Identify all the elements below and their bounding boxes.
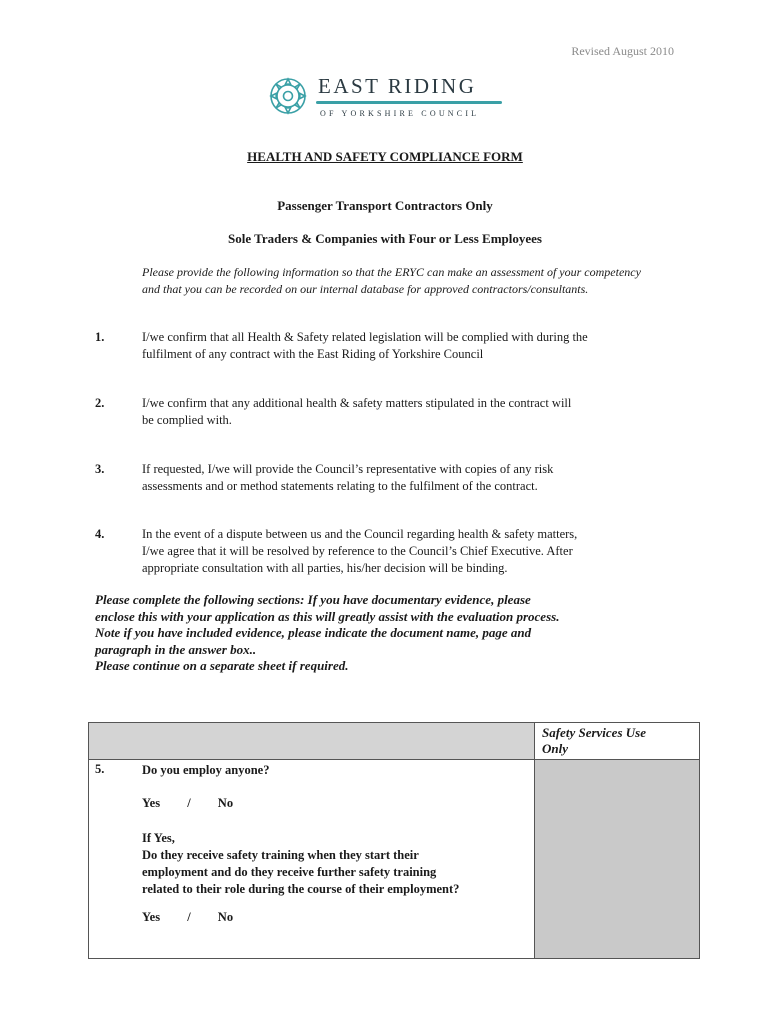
yes-option[interactable]: Yes	[142, 796, 161, 810]
item-line: In the event of a dispute between us and the Council regarding health & safety matters,	[142, 527, 578, 541]
question-number: 5.	[95, 762, 105, 776]
table-header-blank	[89, 723, 535, 760]
item-line: I/we confirm that any additional health & safety matters stipulated in the contract will	[142, 396, 572, 410]
no-option[interactable]: No	[217, 910, 234, 924]
item-line: assessments and or method statements relating to the fulfilment of the contract.	[142, 479, 538, 493]
yes-option[interactable]: Yes	[142, 910, 161, 924]
item-line: I/we agree that it will be resolved by reference to the Council’s Chief Executive. After	[142, 544, 573, 558]
table-row	[89, 760, 700, 959]
instruction-line: Please complete the following sections: If you have documentary evidence, please	[95, 592, 531, 607]
form-subtitle-contractors: Passenger Transport Contractors Only	[277, 198, 493, 213]
question-table	[88, 722, 700, 959]
item-line: be complied with.	[142, 413, 232, 427]
header-line: Safety Services Use	[542, 725, 646, 740]
item-text	[142, 329, 682, 363]
item-number: 1.	[95, 330, 105, 344]
form-subtitle-sole-traders: Sole Traders & Companies with Four or Less Employees	[228, 231, 542, 246]
item-line: I/we confirm that all Health & Safety related legislation will be complied with during the	[142, 330, 588, 344]
intro-line: and that you can be recorded on our internal database for approved contractors/consultants.	[142, 282, 589, 296]
logo-underline	[316, 101, 502, 104]
question-line: Do they receive safety training when they start their	[142, 848, 419, 862]
yes-no-choice-2	[142, 910, 233, 925]
question-5-answer-box[interactable]	[89, 760, 535, 959]
question-line: related to their role during the course of their employment?	[142, 882, 460, 896]
item-line: If requested, I/we will provide the Council’s representative with copies of any risk	[142, 462, 554, 476]
option-separator: /	[187, 796, 191, 810]
logo-wordmark: EAST RIDING	[318, 74, 477, 98]
yes-no-choice-1	[142, 796, 233, 811]
question-training	[142, 830, 542, 898]
safety-services-header	[535, 723, 700, 760]
instruction-line: Please continue on a separate sheet if required.	[95, 658, 349, 673]
item-number: 3.	[95, 462, 105, 476]
logo-subtext: OF YORKSHIRE COUNCIL	[320, 109, 480, 118]
header-line: Only	[542, 741, 568, 756]
item-line: fulfilment of any contract with the East Riding of Yorkshire Council	[142, 347, 484, 361]
intro-line: Please provide the following information so that the ERYC can make an assessment of your competency	[142, 265, 641, 279]
instruction-line: paragraph in the answer box..	[95, 641, 257, 657]
completion-instructions	[95, 592, 685, 675]
option-separator: /	[187, 910, 191, 924]
revision-date: Revised August 2010	[571, 44, 674, 58]
rose-emblem-icon	[268, 76, 308, 116]
question-employ: Do you employ anyone?	[142, 763, 270, 777]
form-title: HEALTH AND SAFETY COMPLIANCE FORM	[247, 149, 523, 164]
instruction-line: Note if you have included evidence, please indicate the document name, page and	[95, 625, 532, 640]
item-number: 4.	[95, 527, 105, 541]
instruction-line: enclose this with your application as this will greatly assist with the evaluation process.	[95, 608, 560, 624]
safety-services-use-box	[535, 760, 700, 959]
item-text	[142, 395, 682, 429]
item-number: 2.	[95, 396, 105, 410]
item-text	[142, 526, 682, 577]
table-header-row	[89, 723, 700, 760]
intro-paragraph	[142, 264, 682, 298]
council-logo	[268, 74, 508, 120]
item-line: appropriate consultation with all parties, his/her decision will be binding.	[142, 561, 508, 575]
item-text	[142, 461, 682, 495]
if-yes-label: If Yes,	[142, 831, 175, 845]
question-line: employment and do they receive further safety training	[142, 865, 437, 879]
no-option[interactable]: No	[217, 796, 234, 810]
